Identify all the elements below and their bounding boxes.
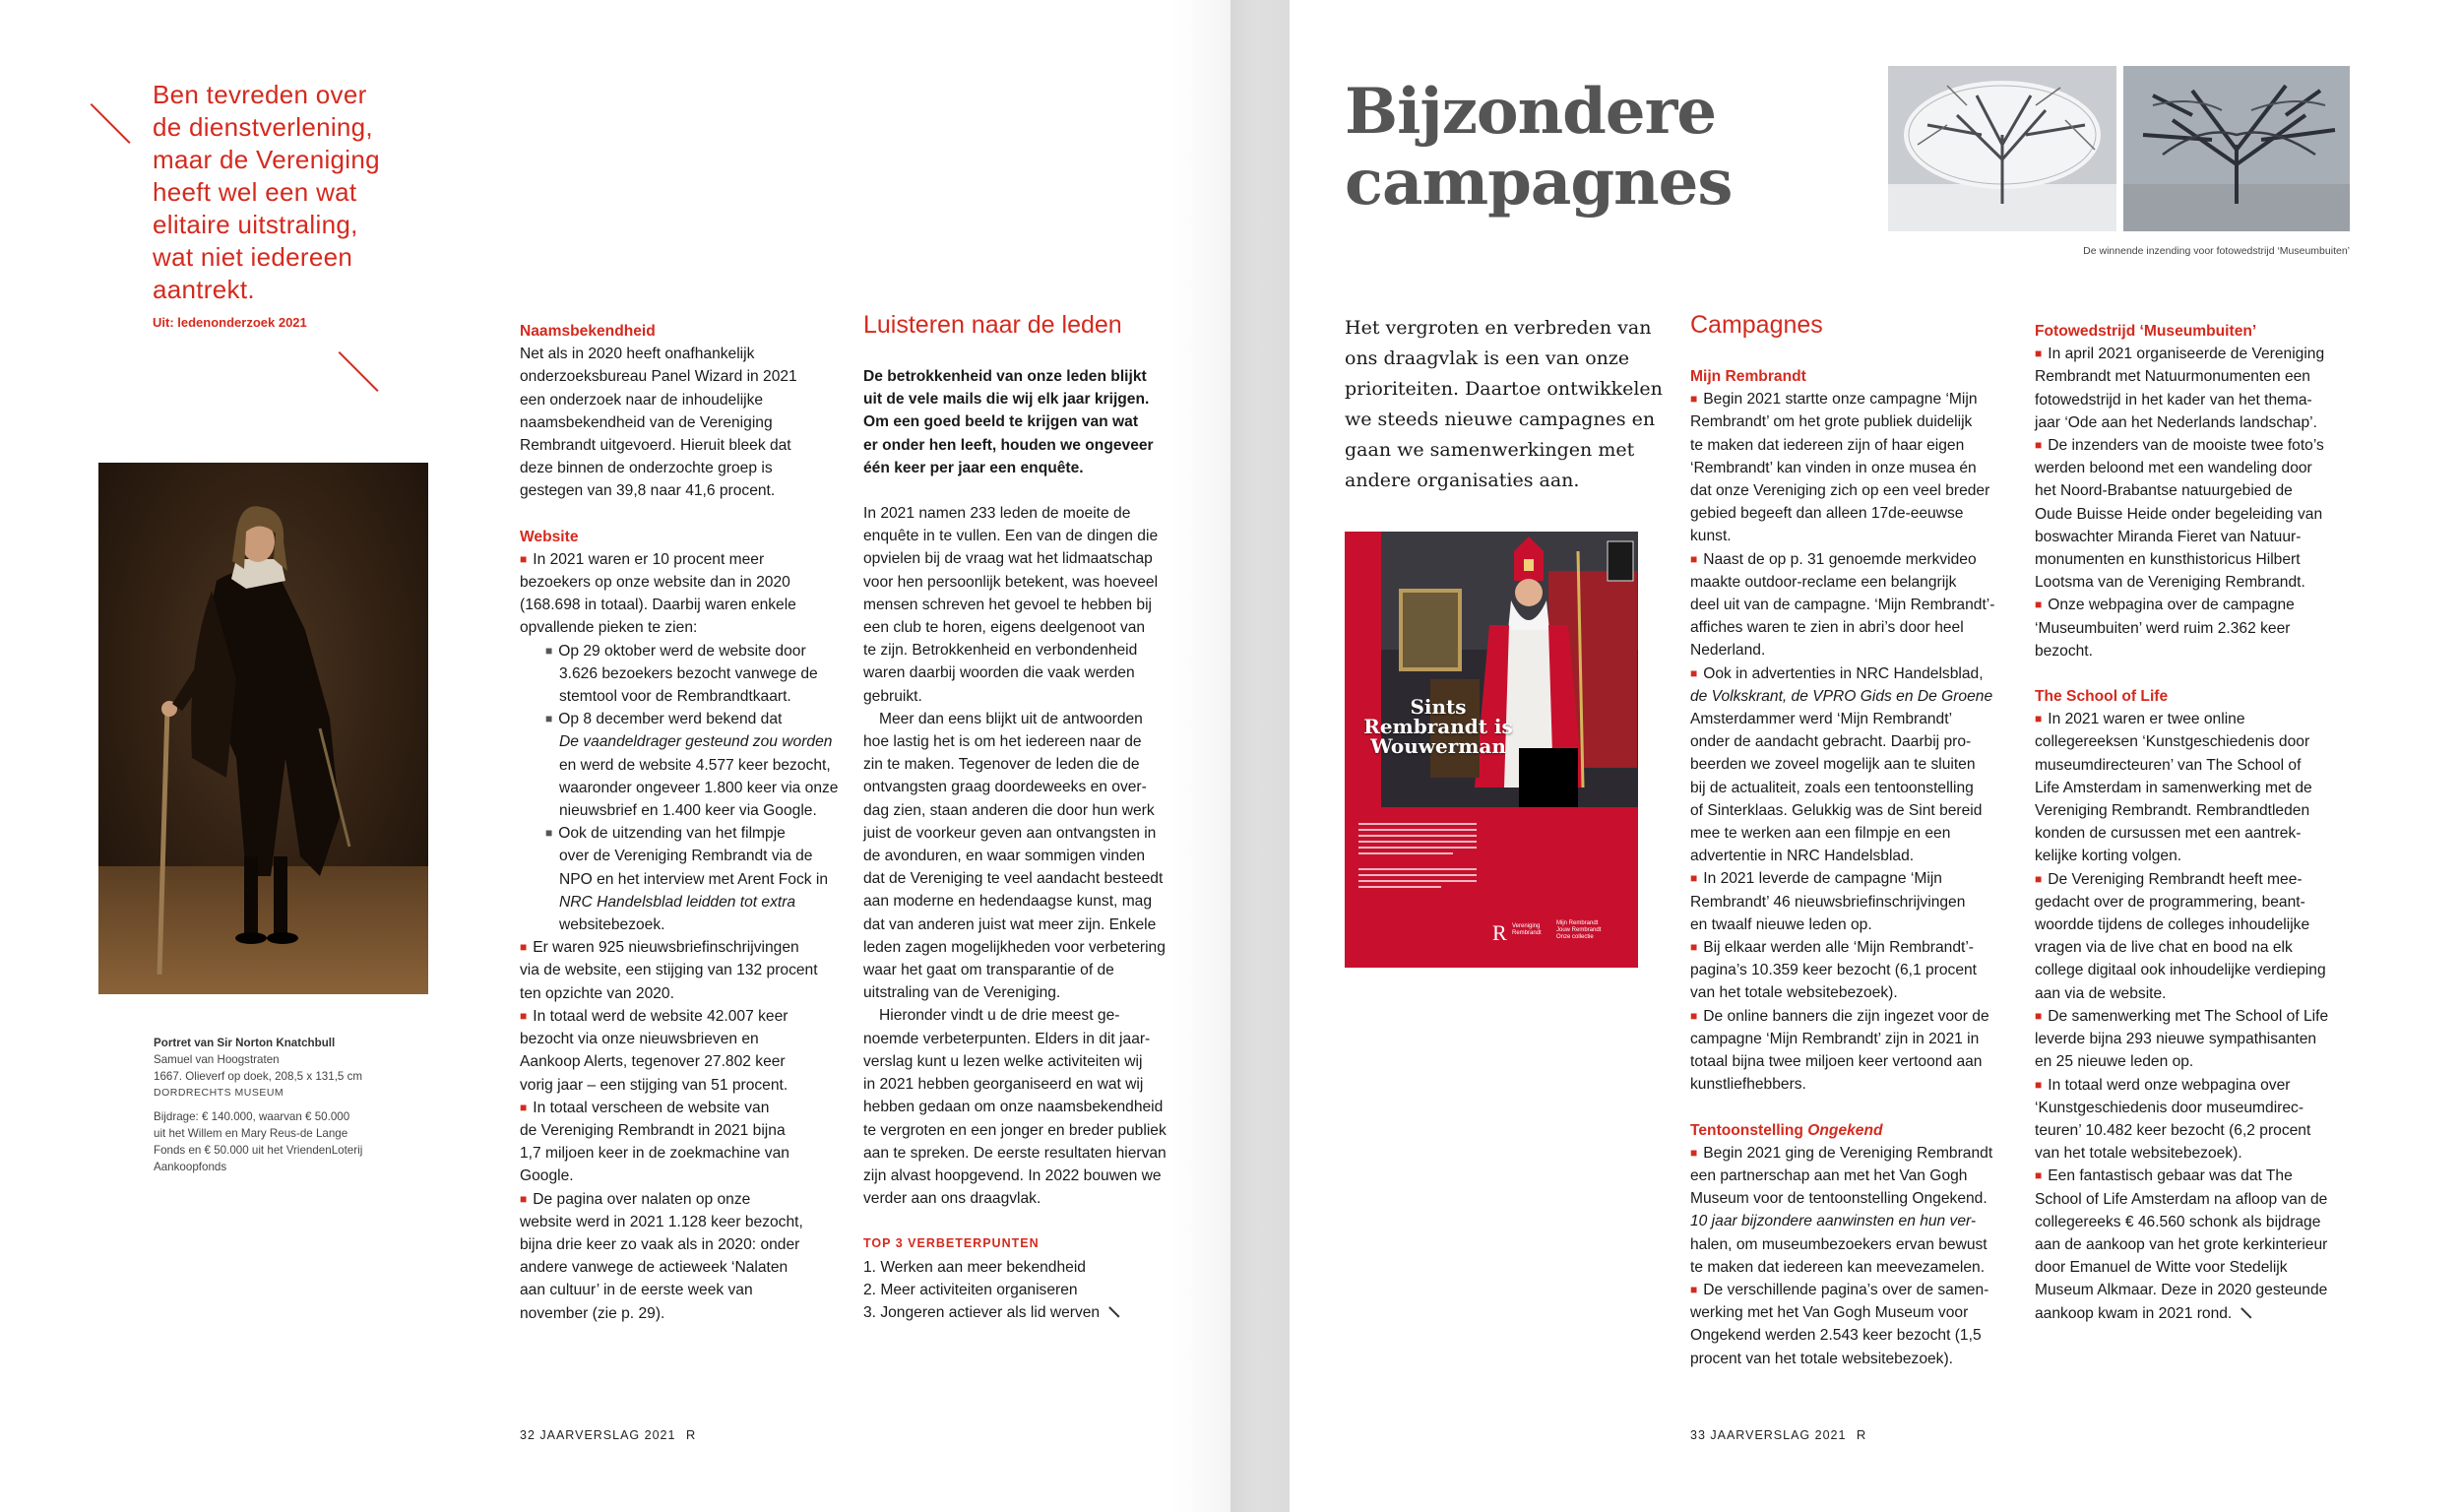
- text-line: Op 29 oktober werd de website door: [558, 642, 806, 660]
- text-line: bijna drie keer zo vaak als in 2020: onder: [520, 1235, 800, 1253]
- quote-source: Uit: ledenonderzoek 2021: [153, 315, 307, 330]
- text-line: en 25 nieuwe leden op.: [2035, 1053, 2194, 1071]
- text-line: noemde verbeterpunten. Elders in dit jaar-: [863, 1030, 1151, 1047]
- text-line: Naast de op p. 31 genoemde merkvideo: [1703, 550, 1977, 568]
- end-mark-icon: [1109, 1307, 1120, 1318]
- bullet-square-icon: ■: [1690, 1145, 1698, 1160]
- heading-part: Tentoonstelling: [1690, 1121, 1808, 1139]
- text-line: een onderzoek naar de inhoudelijke: [520, 391, 764, 409]
- poster-logo-line: Rembrandt: [1512, 930, 1542, 936]
- text-line: gestegen van 39,8 naar 41,6 procent.: [520, 482, 776, 500]
- poster-headline-line: Wouwerman: [1370, 734, 1506, 758]
- text-line: naamsbekendheid van de Vereniging: [520, 413, 773, 431]
- text-line: beerden we zoveel mogelijk aan te sluiten: [1690, 756, 1976, 774]
- bullet-square-icon: ■: [2035, 1008, 2043, 1023]
- quote-slash-bottom: [339, 351, 379, 392]
- text-line: woordde tijdens de colleges inhoudelijke: [2035, 916, 2310, 934]
- bullet-square-icon: ■: [2035, 346, 2043, 361]
- portrait-painting: [98, 463, 428, 994]
- text-line: vragen via de live chat en bood na elk: [2035, 939, 2293, 957]
- text-line: websitebezoek.: [559, 916, 665, 934]
- text-line: over de Vereniging Rembrandt via de: [559, 848, 813, 865]
- intro-line: er onder hen leeft, houden we ongeveer: [863, 436, 1154, 454]
- text-line: waar het gaat om transparantie of de: [863, 962, 1114, 979]
- text-line: Hieronder vindt u de drie meest ge-: [879, 1007, 1120, 1025]
- top3-item: 1. Werken aan meer bekendheid: [863, 1258, 1086, 1276]
- text-line: enquête in te vullen. Een van de dingen die: [863, 528, 1159, 545]
- text-line: In 2021 waren er 10 procent meer: [533, 550, 765, 568]
- text-line: 10 jaar bijzondere aanwinsten en hun ver-: [1690, 1213, 1977, 1230]
- text-line: Ongekend werden 2.543 keer bezocht (1,5: [1690, 1327, 1982, 1345]
- text-line: stemtool voor de Rembrandtkaart.: [559, 688, 791, 706]
- section-heading-website: Website: [520, 528, 579, 545]
- bullet-square-icon: ■: [2035, 712, 2043, 726]
- caption-artist: Samuel van Hoogstraten: [154, 1052, 280, 1066]
- text-line: ‘Museumbuiten’ werd ruim 2.362 keer: [2035, 619, 2291, 637]
- text-line: boswachter Miranda Fieret van Natuur-: [2035, 528, 2302, 545]
- bullet-square-icon: ■: [2035, 438, 2043, 453]
- text-line: Rembrandt’ om het grote publiek duidelijk: [1690, 413, 1973, 431]
- page-title-line: campagnes: [1345, 146, 1733, 220]
- text-line: 3.626 bezoekers bezocht vanwege de: [559, 664, 818, 682]
- text-line: waaronder ongeveer 1.800 keer via onze: [559, 779, 839, 796]
- text-line: teuren’ 10.482 keer bezocht (6,2 procent: [2035, 1121, 2311, 1139]
- section-heading-tentoonstelling: [1690, 1119, 2015, 1142]
- bullet-square-icon: ■: [1690, 871, 1698, 886]
- text-line: Er waren 925 nieuwsbriefinschrijvingen: [533, 939, 799, 957]
- lead-line: andere organisaties aan.: [1345, 470, 1580, 491]
- intro-line: één keer per jaar een enquête.: [863, 459, 1084, 476]
- intro-line: uit de vele mails die wij elk jaar krijgen.: [863, 391, 1150, 409]
- text-line: dat van anderen juist wat meer zijn. Enkele: [863, 915, 1157, 933]
- text-line: bezoekers op onze website dan in 2020: [520, 574, 790, 592]
- text-line: ontvangsten graag doordeweeks en over-: [863, 779, 1147, 796]
- quote-line: maar de Vereniging: [153, 145, 380, 174]
- caption-details: 1667. Olieverf op doek, 208,5 x 131,5 cm: [154, 1069, 363, 1083]
- text-line: aan moderne en hedendaagse kunst, mag: [863, 893, 1153, 911]
- text-line: te maken dat iedereen zijn of haar eigen: [1690, 436, 1965, 454]
- top3-heading: TOP 3 VERBETERPUNTEN: [863, 1236, 1040, 1251]
- poster-logo-line: Vereniging: [1512, 923, 1541, 929]
- text-line: Bij elkaar werden alle ‘Mijn Rembrandt’-: [1703, 939, 1974, 957]
- text-line: opvallende pieken te zien:: [520, 619, 698, 637]
- text-line: de Vereniging Rembrandt in 2021 bijna: [520, 1121, 786, 1139]
- text-line: bezocht.: [2035, 642, 2093, 660]
- winning-photo-snowy-tree: [1888, 66, 2116, 231]
- text-line: november (zie p. 29).: [520, 1304, 665, 1322]
- text-line: gedacht over de programmering, beant-: [2035, 893, 2305, 911]
- bullet-square-icon: ■: [1690, 940, 1698, 955]
- text-line: Oude Buisse Heide onder begeleiding van: [2035, 505, 2323, 523]
- poster-tag-line: Jouw Rembrandt: [1556, 927, 1602, 933]
- quote-line: aantrekt.: [153, 275, 255, 304]
- top3-item: 3. Jongeren actiever als lid werven: [863, 1303, 1101, 1321]
- campaign-poster: [1345, 532, 1638, 968]
- text-line: NRC Handelsblad leidden tot extra: [559, 893, 796, 911]
- sub-bullet-icon: ■: [545, 826, 553, 841]
- text-line: fotowedstrijd in het kader van het thema-: [2035, 391, 2312, 409]
- column-title-campagnes: Campagnes: [1690, 311, 1823, 339]
- poster-logo-icon: R: [1492, 920, 1507, 945]
- text-line: De samenwerking met The School of Life: [2048, 1007, 2329, 1025]
- text-line: zijn alvast hoopgevend. In 2022 bouwen we: [863, 1166, 1162, 1184]
- text-line: 1,7 miljoen keer in de zoekmachine van: [520, 1145, 789, 1163]
- text-line: De verschillende pagina’s over de samen-: [1703, 1281, 1989, 1298]
- text-line: hoe lastig het is om het iedereen naar de: [863, 733, 1142, 751]
- grey-tree-painting-image: [2123, 66, 2350, 231]
- text-line: en twaalf nieuwe leden op.: [1690, 915, 1872, 933]
- text-line: opvielen bij de vraag wat het lidmaatschap: [863, 550, 1153, 568]
- text-line: verslag kunt u lezen welke activiteiten wij: [863, 1052, 1143, 1070]
- bullet-square-icon: ■: [520, 1008, 528, 1023]
- section-heading-school-of-life: The School of Life: [2035, 688, 2169, 706]
- text-line: Google.: [520, 1167, 574, 1185]
- text-line: dat de Vereniging te veel aandacht besteedt: [863, 870, 1164, 888]
- text-line: kelijke korting volgen.: [2035, 848, 2182, 865]
- text-line: In 2021 leverde de campagne ‘Mijn: [1703, 870, 1942, 888]
- text-line: ‘Rembrandt’ kan vinden in onze musea én: [1690, 459, 1977, 476]
- text-line: voor hen persoonlijk betekent, was hoeveel: [863, 573, 1159, 591]
- text-line: (168.698 in totaal). Daarbij waren enkele: [520, 597, 796, 614]
- quote-line: elitaire uitstraling,: [153, 210, 358, 239]
- text-line: hebben gedaan om onze naamsbekendheid: [863, 1099, 1164, 1116]
- text-line: De vaandeldrager gesteund zou worden: [559, 733, 833, 751]
- text-line: collegereeks € 46.560 schonk als bijdrage: [2035, 1213, 2321, 1230]
- portrait-caption: [154, 1036, 410, 1175]
- text-line: kunst.: [1690, 528, 1732, 545]
- text-line: onderzoeksbureau Panel Wizard in 2021: [520, 368, 797, 386]
- text-line: Een fantastisch gebaar was dat The: [2048, 1167, 2293, 1185]
- intro-line: Om een goed beeld te krijgen van wat: [863, 413, 1139, 431]
- text-line: Vereniging Rembrandt. Rembrandtleden: [2035, 802, 2310, 820]
- text-line: leverde bijna 293 nieuwe sympathisanten: [2035, 1031, 2317, 1048]
- caption-contribution-line: Aankoopfonds: [154, 1160, 227, 1173]
- text-line: juist de voorkeur geven aan ontvangsten in: [863, 824, 1157, 842]
- caption-contribution-line: Fonds en € 50.000 uit het VriendenLoterij: [154, 1143, 363, 1157]
- bullet-square-icon: ■: [520, 1191, 528, 1206]
- text-line: ‘Kunstgeschiedenis door museumdirec-: [2035, 1099, 2304, 1116]
- text-line: door Emanuel de Witte voor Stedelijk: [2035, 1259, 2288, 1277]
- bullet-square-icon: ■: [1690, 665, 1698, 680]
- bullet-square-icon: ■: [2035, 1168, 2043, 1183]
- quote-line: heeft wel een wat: [153, 177, 357, 207]
- text-line: aan via de website.: [2035, 984, 2167, 1002]
- text-line: Museum voor de tentoonstelling Ongekend.: [1690, 1190, 1988, 1208]
- top3-item: 2. Meer activiteiten organiseren: [863, 1281, 1078, 1298]
- text-line: collegereeksen ‘Kunstgeschiedenis door: [2035, 733, 2310, 751]
- column-naamsbekendheid-website: [520, 320, 845, 1325]
- text-line: een partnerschap aan met het Van Gogh: [1690, 1166, 1968, 1184]
- bullet-square-icon: ■: [1690, 551, 1698, 566]
- text-line: affiches waren te zien in abri’s door heel: [1690, 619, 1964, 637]
- footer-logo: R: [685, 1427, 697, 1442]
- text-line: museumdirecteuren’ van The School of: [2035, 756, 2302, 774]
- text-line: Amsterdammer werd ‘Mijn Rembrandt’: [1690, 711, 1953, 728]
- text-line: In april 2021 organiseerde de Vereniging: [2048, 346, 2325, 363]
- text-line: jaar ‘Ode aan het Nederlands landschap’.: [2035, 413, 2317, 431]
- quote-line: wat niet iedereen: [153, 242, 353, 272]
- poster-tagline: [1556, 920, 1601, 941]
- text-line: de Volkskrant, de VPRO Gids en De Groene: [1690, 687, 1993, 705]
- text-line: Museum Alkmaar. Deze in 2020 gesteunde: [2035, 1282, 2328, 1299]
- bullet-square-icon: ■: [2035, 598, 2043, 612]
- section-heading-naamsbekendheid: Naamsbekendheid: [520, 323, 656, 340]
- section-heading-mijn-rembrandt: Mijn Rembrandt: [1690, 368, 1806, 385]
- bullet-square-icon: ■: [1690, 1282, 1698, 1296]
- column-campagnes: [1690, 365, 2015, 1370]
- text-line: of Sinterklaas. Gelukkig was de Sint bereid: [1690, 801, 1983, 819]
- footer-page-label: 33 JAARVERSLAG 2021: [1690, 1428, 1847, 1442]
- caption-contribution-line: uit het Willem en Mary Reus-de Lange: [154, 1126, 348, 1140]
- sub-bullet-icon: ■: [545, 712, 553, 726]
- text-line: kunstliefhebbers.: [1690, 1076, 1806, 1094]
- text-line: Begin 2021 startte onze campagne ‘Mijn: [1703, 391, 1978, 409]
- text-line: konden de cursussen met een aantrek-: [2035, 825, 2302, 843]
- text-line: zin te maken. Tegenover de leden die de: [863, 756, 1140, 774]
- text-line: te zijn. Betrokkenheid en verbondenheid: [863, 642, 1138, 660]
- text-line: Ook de uitzending van het filmpje: [558, 825, 786, 843]
- text-line: NPO en het interview met Arent Fock in: [559, 870, 829, 888]
- column-title-luisteren: Luisteren naar de leden: [863, 311, 1122, 339]
- text-line: maakte outdoor-reclame een belangrijk: [1690, 573, 1957, 591]
- caption-museum: DORDRECHTS MUSEUM: [154, 1087, 284, 1100]
- text-line: Rembrandt’ 46 nieuwsbriefinschrijvingen: [1690, 893, 1966, 911]
- page-title: [1345, 77, 1732, 219]
- text-line: website werd in 2021 1.128 keer bezocht,: [520, 1213, 803, 1230]
- text-line: onder de aandacht gebracht. Daarbij pro-: [1690, 733, 1972, 751]
- text-line: dat onze Vereniging zich op een veel breder: [1690, 482, 1990, 500]
- bullet-square-icon: ■: [520, 1100, 528, 1114]
- text-line: dag zien, staan anderen die door hun werk: [863, 801, 1155, 819]
- footer-logo: R: [1856, 1427, 1867, 1442]
- mondrian-tree-painting: [2123, 66, 2350, 231]
- lead-line: ons draagvlak is een van onze: [1345, 347, 1630, 369]
- text-line: In totaal werd de website 42.007 keer: [533, 1007, 789, 1025]
- poster-tag-line: Onze collectie: [1556, 934, 1594, 940]
- poster-headline-line: Sints: [1410, 695, 1467, 719]
- text-line: Rembrandt uitgevoerd. Hieruit bleek dat: [520, 437, 791, 455]
- sub-bullet-icon: ■: [545, 643, 553, 658]
- text-line: De online banners die zijn ingezet voor de: [1703, 1007, 1989, 1025]
- lead-line: gaan we samenwerkingen met: [1345, 439, 1635, 461]
- bullet-square-icon: ■: [520, 551, 528, 566]
- text-line: de avonduren, en waar sommigen vinden: [863, 848, 1146, 865]
- text-line: campagne ‘Mijn Rembrandt’ zijn in 2021 in: [1690, 1030, 1980, 1047]
- caption-title: Portret van Sir Norton Knatchbull: [154, 1037, 336, 1049]
- text-line: Nederland.: [1690, 642, 1766, 660]
- text-line: Meer dan eens blijkt uit de antwoorden: [879, 710, 1143, 727]
- text-line: In totaal verscheen de website van: [533, 1099, 770, 1116]
- text-line: De pagina over nalaten op onze: [533, 1190, 751, 1208]
- column-fotowedstrijd-school-of-life: [2035, 320, 2360, 1325]
- text-line: Aankoop Alerts, tegenover 27.802 keer: [520, 1053, 786, 1071]
- text-line: In totaal werd onze webpagina over: [2048, 1076, 2291, 1094]
- text-line: ten opzichte van 2020.: [520, 984, 674, 1002]
- end-mark-icon: [2241, 1307, 2252, 1318]
- lead-line: Het vergroten en verbreden van: [1345, 317, 1652, 339]
- page-gutter-shadow-right: [1230, 0, 1290, 1512]
- heading-part-italic: Ongekend: [1807, 1121, 1883, 1139]
- text-line: In 2021 waren er twee online: [2048, 711, 2245, 728]
- text-line: Rembrandt met Natuurmonumenten een: [2035, 368, 2310, 386]
- text-line: In 2021 namen 233 leden de moeite de: [863, 505, 1131, 523]
- poster-headline: [1355, 697, 1522, 756]
- section-heading-fotowedstrijd: Fotowedstrijd ‘Museumbuiten’: [2035, 323, 2257, 340]
- text-line: werden beloond met een wandeling door: [2035, 460, 2312, 477]
- text-line: De inzenders van de mooiste twee foto’s: [2048, 437, 2324, 455]
- text-line: mensen schreven het gevoel te hebben bij: [863, 596, 1153, 613]
- text-line: leden zagen mogelijkheden voor verbetering: [863, 938, 1166, 956]
- text-line: De Vereniging Rembrandt heeft mee-: [2048, 870, 2303, 888]
- text-line: te maken dat iedereen kan meevezamelen.: [1690, 1258, 1986, 1276]
- text-line: van het totale websitebezoek).: [1690, 984, 1898, 1002]
- bullet-square-icon: ■: [520, 940, 528, 955]
- lead-line: prioriteiten. Daartoe ontwikkelen: [1345, 378, 1663, 400]
- poster-logo-text: [1512, 923, 1542, 937]
- poster-body-text: [1358, 819, 1477, 892]
- page-title-line: Bijzondere: [1345, 75, 1717, 149]
- quote-line: Ben tevreden over: [153, 80, 367, 109]
- text-line: en werd de website 4.577 keer bezocht,: [559, 756, 831, 774]
- text-line: Life Amsterdam in samenwerking met de: [2035, 779, 2312, 796]
- lead-paragraph: [1345, 313, 1670, 496]
- lead-line: we steeds nieuwe campagnes en: [1345, 409, 1656, 430]
- text-line: bij de actualiteit, zoals een tentoonstelling: [1690, 779, 1974, 796]
- portrait-painting-image: [98, 463, 428, 994]
- text-line: advertentie in NRC Handelsblad.: [1690, 848, 1915, 865]
- text-line: in 2021 hebben georganiseerd en wat wij: [863, 1076, 1144, 1094]
- pull-quote: [153, 79, 477, 306]
- text-line: uitstraling van de Vereniging.: [863, 984, 1061, 1002]
- text-line: andere vanwege de actieweek ‘Nalaten: [520, 1259, 789, 1277]
- photo-caption: De winnende inzending voor fotowedstrijd ‘Museumbuiten’: [2083, 245, 2350, 257]
- text-line: Onze webpagina over de campagne: [2048, 597, 2295, 614]
- text-line: procent van het totale websitebezoek).: [1690, 1350, 1953, 1367]
- quote-slash-top: [91, 103, 131, 144]
- text-line: verder aan ons draagvlak.: [863, 1190, 1041, 1208]
- text-line: via de website, een stijging van 132 procent: [520, 962, 818, 979]
- text-line: gebied begeeft dan alleen 17de-eeuwse: [1690, 505, 1964, 523]
- text-line: deel uit van de campagne. ‘Mijn Rembrandt’-: [1690, 597, 1995, 614]
- text-line: college digitaal ook inhoudelijke verdieping: [2035, 962, 2326, 979]
- text-line: pagina’s 10.359 keer bezocht (6,1 procent: [1690, 962, 1977, 979]
- text-line: het Noord-Brabantse natuurgebied de: [2035, 482, 2293, 500]
- text-line: School of Life Amsterdam na afloop van de: [2035, 1190, 2328, 1208]
- text-line: Begin 2021 ging de Vereniging Rembrandt: [1703, 1144, 1993, 1162]
- text-line: van het totale websitebezoek).: [2035, 1145, 2242, 1163]
- text-line: te vergroten en een jonger en breder publiek: [863, 1121, 1167, 1139]
- text-line: aan de aankoop van het grote kerkinterieur: [2035, 1235, 2328, 1253]
- text-line: een club te horen, eigens deelgenoot van: [863, 619, 1146, 637]
- text-line: halen, om museumbezoekers ervan bewust: [1690, 1235, 1988, 1253]
- text-line: deze binnen de onderzochte groep is: [520, 460, 773, 477]
- text-line: mee te werken aan een filmpje en een: [1690, 825, 1951, 843]
- footer-page-label: 32 JAARVERSLAG 2021: [520, 1428, 676, 1442]
- text-line: vorig jaar – een stijging van 51 procent.: [520, 1076, 789, 1094]
- bullet-square-icon: ■: [1690, 1008, 1698, 1023]
- footer-left: [520, 1427, 696, 1442]
- text-line: Ook in advertenties in NRC Handelsblad,: [1703, 664, 1984, 682]
- poster-headline-line: Rembrandt is: [1363, 715, 1513, 738]
- snowy-tree-image: [1888, 66, 2116, 231]
- text-line: werking met het Van Gogh Museum voor: [1690, 1304, 1969, 1322]
- poster-photo: [1381, 532, 1638, 807]
- text-line: aan te spreken. De eerste resultaten hiervan: [863, 1144, 1167, 1162]
- poster-tag-line: Mijn Rembrandt: [1556, 920, 1599, 926]
- text-line: aankoop kwam in 2021 rond.: [2035, 1304, 2233, 1322]
- caption-contribution-line: Bijdrage: € 140.000, waarvan € 50.000: [154, 1110, 350, 1124]
- text-line: nieuwsbrief en 1.400 keer via Google.: [559, 802, 817, 820]
- text-line: Lootsma van de Vereniging Rembrandt.: [2035, 574, 2305, 592]
- text-line: monumenten en kunsthistoricus Hilbert: [2035, 551, 2301, 569]
- text-line: totaal bijna twee miljoen keer vertoond aan: [1690, 1053, 1983, 1071]
- text-line: Net als in 2020 heeft onafhankelijk: [520, 346, 755, 363]
- text-line: Op 8 december werd bekend dat: [558, 711, 783, 728]
- bullet-square-icon: ■: [2035, 871, 2043, 886]
- text-line: aan cultuur’ in de eerste week van: [520, 1282, 753, 1299]
- quote-line: de dienstverlening,: [153, 112, 373, 142]
- intro-line: De betrokkenheid van onze leden blijkt: [863, 368, 1147, 385]
- text-line: waren daarbij woorden die vaak werden: [863, 664, 1135, 682]
- bullet-square-icon: ■: [1690, 392, 1698, 407]
- footer-right: [1690, 1427, 1866, 1442]
- bullet-square-icon: ■: [2035, 1077, 2043, 1092]
- column-luisteren-naar-de-leden: [863, 365, 1188, 1324]
- text-line: gebruikt.: [863, 687, 922, 705]
- text-line: bezocht via onze nieuwsbrieven en: [520, 1031, 759, 1048]
